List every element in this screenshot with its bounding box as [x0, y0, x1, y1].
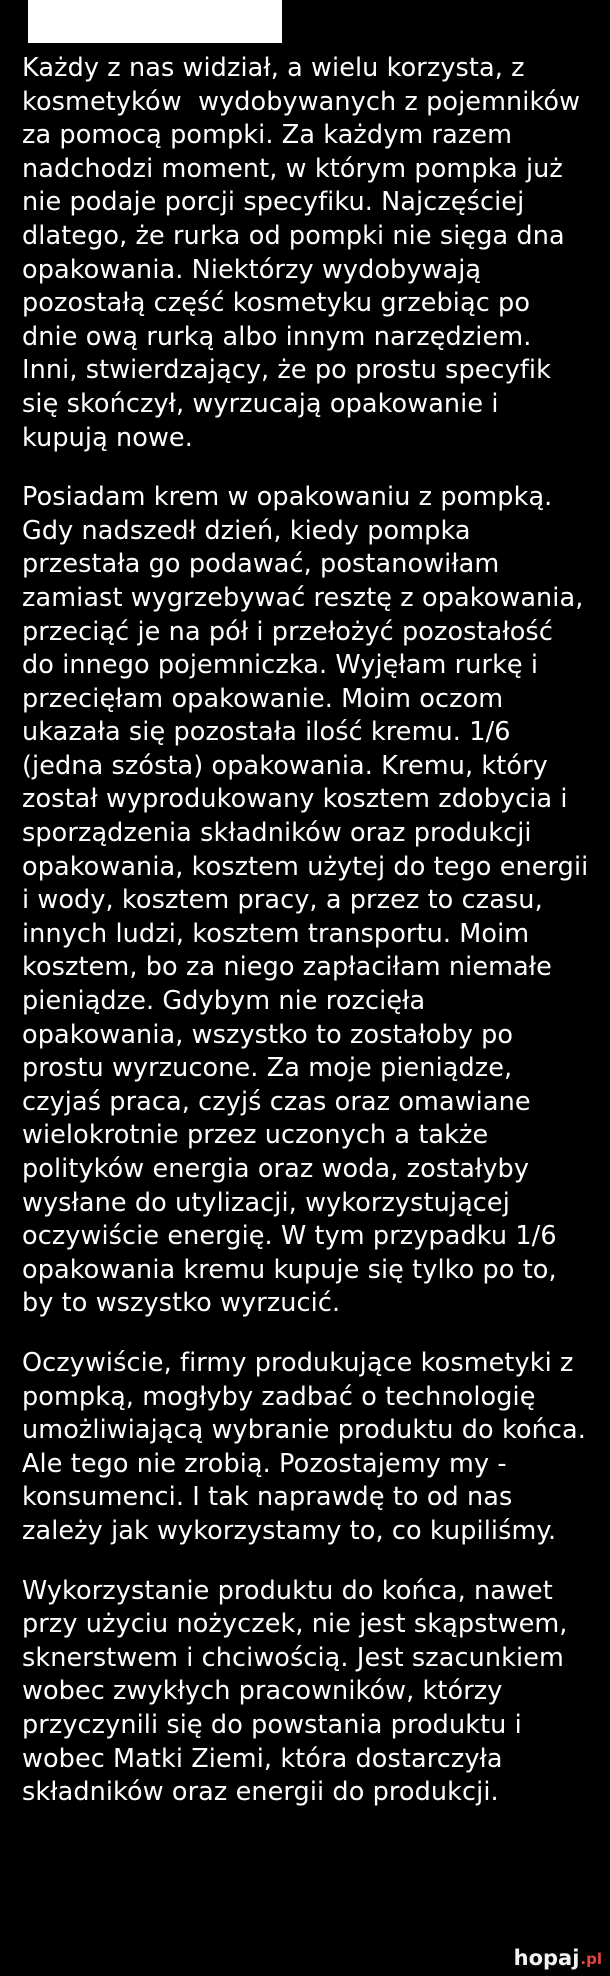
paragraph-4: Wykorzystanie produktu do końca, nawet przy użyciu nożyczek, nie jest skąpstwem, sknerstwem i chciwością. Jest szacunkiem wobec zwykłych pracowników, którzy przyczynili się do powstania produktu i wobec Matki Ziemi, która dostarczyła składników oraz energii do produkcji.	[22, 1575, 576, 1808]
watermark-tld: .pl	[580, 1950, 602, 1968]
paragraph-3: Oczywiście, firmy produkujące kosmetyki z pompką, mogłyby zadbać o technologię umożliwiającą wybranie produktu do końca. Ale tego nie zrobią. Pozostajemy my - konsumenci. I tak naprawdę to od nas zależy jak wykorzystamy to, co kupiliśmy.	[22, 1347, 595, 1546]
paragraph-1: Każdy z nas widział, a wielu korzysta, z kosmetyków wydobywanych z pojemników za pomocą pompki. Za każdym razem nadchodzi moment, w którym pompka już nie podaje porcji specyfiku. Najczęściej dlatego, że rurka od pompki nie sięga dna opakowania. Niektórzy wydobywają pozostałą część kosmetyku grzebiąc po dnie ową rurką albo innym narzędziem. Inni, stwierdzający, że po prostu specyfik się skończył, wyrzucają opakowanie i kupują nowe.	[22, 53, 589, 453]
watermark-name: hopaj	[513, 1946, 580, 1970]
paragraph-2: Posiadam krem w opakowaniu z pompką. Gdy nadszedł dzień, kiedy pompka przestała go podawać, postanowiłam zamiast wygrzebywać resztę z opakowania, przeciąć je na pół i przełożyć pozostałość do innego pojemniczka. Wyjęłam rurkę i przecięłam opakowanie. Moim oczom ukazała się pozostała ilość kremu. 1/6 (jedna szósta) opakowania. Kremu, który został wyprodukowany kosztem zdobycia i sporządzenia składników oraz produkcji opakowania, kosztem użytej do tego energii i wody, kosztem pracy, a przez to czasu, innych ludzi, kosztem transportu. Moim kosztem, bo za niego zapłaciłam niemałe pieniądze. Gdybym nie rozcięła opakowania, wszystko to zostałoby po prostu wyrzucone. Za moje pieniądze, czyjaś praca, czyjś czas oraz omawiane wielokrotnie przez uczonych a także polityków energia oraz woda, zostałyby wysłane do utylizacji, wykorzystującej oczywiście energię. W tym przypadku 1/6 opakowania kremu kupuje się tylko po to, by to wszystko wyrzucić.	[22, 482, 597, 1319]
article-body	[22, 52, 597, 1810]
site-watermark	[514, 1946, 602, 1972]
blank-header-block	[28, 0, 282, 43]
